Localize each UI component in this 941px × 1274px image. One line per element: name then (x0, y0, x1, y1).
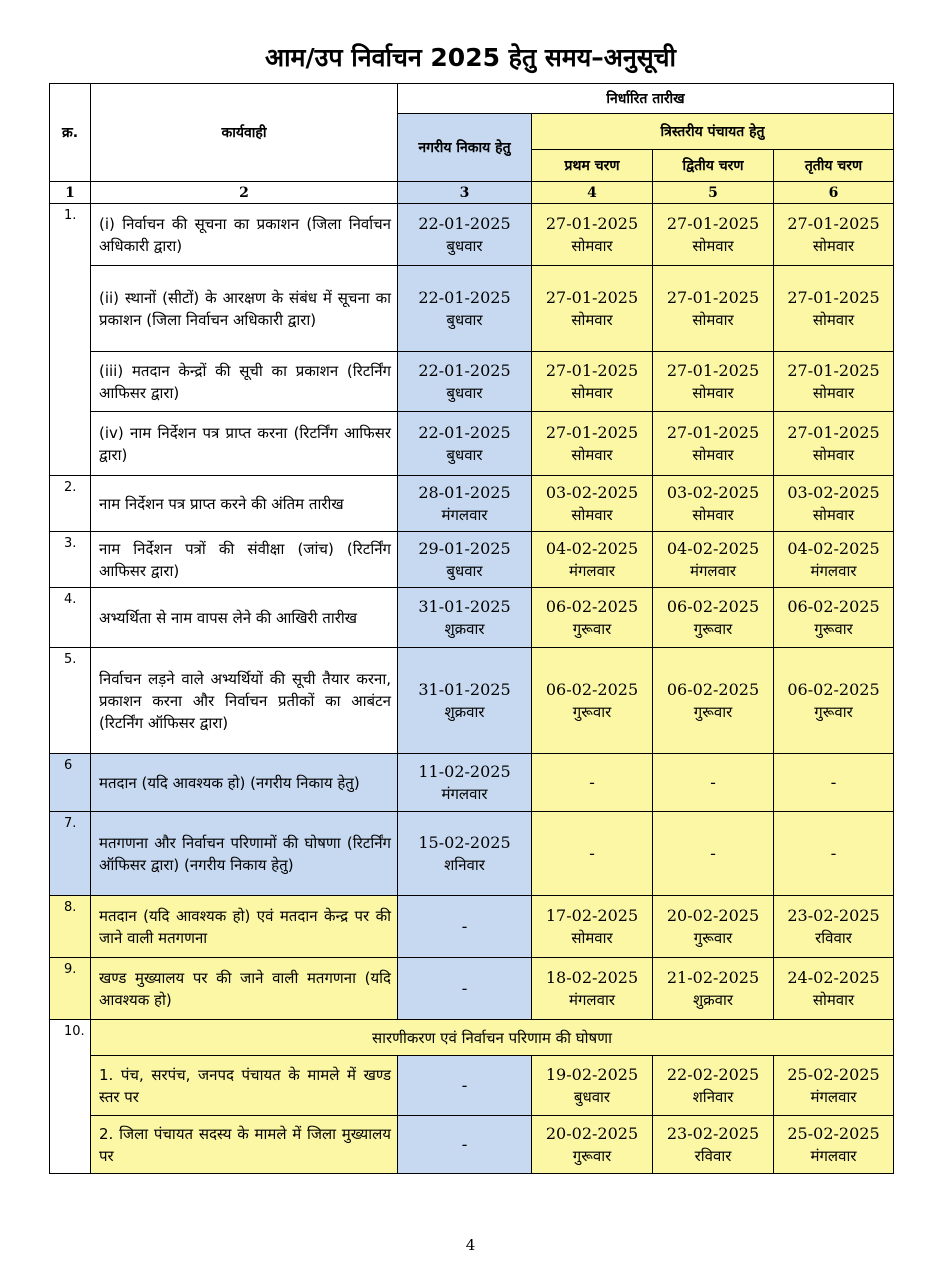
row-serial-number: 9. (50, 958, 91, 1020)
action-description: मतदान (यदि आवश्यक हो) (नगरीय निकाय हेतु) (91, 754, 398, 812)
weekday: बुधवार (446, 310, 483, 329)
weekday: शुक्रवार (692, 990, 734, 1009)
table-row (50, 1056, 894, 1116)
date-value: 27-01-2025 (666, 360, 760, 380)
date-cell (398, 812, 532, 896)
date-cell (532, 958, 653, 1020)
date-value: 21-02-2025 (666, 967, 760, 987)
table-row (50, 476, 894, 532)
date-cell (774, 588, 894, 648)
row-serial-number: 5. (50, 648, 91, 754)
row-serial-number: 6 (50, 754, 91, 812)
date-value: 24-02-2025 (787, 967, 880, 987)
date-cell-empty (398, 896, 532, 958)
weekday: मंगलवार (810, 1087, 857, 1106)
date-cell (653, 896, 774, 958)
date-cell (532, 532, 653, 588)
date-value: 04-02-2025 (787, 538, 880, 558)
empty-dash: - (710, 843, 716, 863)
empty-dash: - (461, 978, 468, 998)
weekday: गुरूवार (693, 928, 733, 947)
date-cell (532, 896, 653, 958)
date-value: 27-01-2025 (666, 287, 760, 307)
weekday: गुरूवार (693, 619, 733, 638)
date-value: 19-02-2025 (545, 1064, 639, 1084)
date-cell (774, 648, 894, 754)
weekday: मंगलवार (569, 561, 615, 580)
empty-dash: - (461, 1134, 468, 1154)
weekday: मंगलवार (690, 561, 736, 580)
page-number: 4 (465, 1236, 476, 1254)
weekday: सोमवार (571, 505, 613, 524)
weekday: गुरूवार (572, 619, 612, 638)
date-cell-empty (398, 1116, 532, 1174)
date-value: 22-01-2025 (418, 422, 511, 442)
date-cell (398, 532, 532, 588)
action-description: (iv) नाम निर्देशन पत्र प्राप्त करना (रिटर्निंग आफिसर द्वारा) (91, 412, 398, 476)
date-cell-empty (398, 958, 532, 1020)
date-value: 20-02-2025 (666, 905, 760, 925)
date-value: 03-02-2025 (666, 482, 760, 502)
date-cell (653, 412, 774, 476)
header-urban: नगरीय निकाय हेतु (398, 114, 532, 182)
weekday: रविवार (694, 1146, 732, 1165)
date-cell-empty (532, 754, 653, 812)
date-value: 27-01-2025 (787, 287, 880, 307)
date-value: 06-02-2025 (545, 596, 639, 616)
weekday: सोमवार (692, 383, 734, 402)
table-row (50, 958, 894, 1020)
date-value: 06-02-2025 (666, 679, 760, 699)
weekday: सोमवार (812, 445, 855, 464)
action-description: (ii) स्थानों (सीटों) के आरक्षण के संबंध में सूचना का प्रकाशन (जिला निर्वाचन अधिकारी द्वारा) (91, 266, 398, 352)
date-value: 06-02-2025 (787, 679, 880, 699)
weekday: बुधवार (446, 445, 483, 464)
date-cell-empty (653, 812, 774, 896)
row-serial-number: 3. (50, 532, 91, 588)
weekday: मंगलवार (441, 505, 488, 524)
date-cell (532, 412, 653, 476)
table-row (50, 266, 894, 352)
schedule-table (49, 83, 894, 1174)
weekday: सोमवार (692, 310, 734, 329)
date-cell (532, 648, 653, 754)
action-description: मतगणना और निर्वाचन परिणामों की घोषणा (रिटर्निंग ऑफिसर द्वारा) (नगरीय निकाय हेतु) (91, 812, 398, 896)
weekday: गुरूवार (814, 702, 853, 721)
date-value: 22-01-2025 (418, 213, 511, 233)
action-description: खण्ड मुख्यालय पर की जाने वाली मतगणना (यदि आवश्यक हो) (91, 958, 398, 1020)
row-serial-number: 8. (50, 896, 91, 958)
header-action: कार्यवाही (91, 84, 398, 182)
date-cell-empty (398, 1056, 532, 1116)
date-cell (774, 476, 894, 532)
date-value: 03-02-2025 (545, 482, 639, 502)
date-value: 31-01-2025 (418, 679, 511, 699)
weekday: सोमवार (571, 236, 613, 255)
date-value: 27-01-2025 (545, 360, 639, 380)
col-number: 3 (398, 182, 532, 204)
weekday: सोमवार (571, 928, 613, 947)
date-cell-empty (774, 754, 894, 812)
date-cell-empty (774, 812, 894, 896)
weekday: बुधवार (573, 1087, 611, 1106)
date-cell (398, 266, 532, 352)
header-phase3: तृतीय चरण (774, 150, 894, 182)
date-cell (653, 352, 774, 412)
page-title: आम/उप निर्वाचन 2025 हेतु समय–अनुसूची (264, 43, 676, 72)
date-value: 15-02-2025 (418, 832, 511, 852)
date-value: 06-02-2025 (787, 596, 880, 616)
table-row (50, 1020, 894, 1056)
date-cell (653, 266, 774, 352)
header-panchayat: त्रिस्तरीय पंचायत हेतु (532, 114, 894, 150)
row-serial-number: 2. (50, 476, 91, 532)
date-cell (398, 648, 532, 754)
weekday: मंगलवार (810, 561, 857, 580)
date-value: 03-02-2025 (787, 482, 880, 502)
weekday: गुरूवार (572, 702, 612, 721)
date-cell (532, 266, 653, 352)
date-value: 25-02-2025 (787, 1064, 880, 1084)
weekday: गुरूवार (693, 702, 733, 721)
weekday: सोमवार (812, 990, 855, 1009)
header-fixed-dates: निर्धारित तारीख (398, 84, 894, 114)
date-value: 27-01-2025 (545, 422, 639, 442)
date-value: 27-01-2025 (666, 422, 760, 442)
date-cell (774, 958, 894, 1020)
weekday: सोमवार (571, 383, 613, 402)
weekday: सोमवार (812, 505, 855, 524)
table-row (50, 812, 894, 896)
header-phase1: प्रथम चरण (532, 150, 653, 182)
date-cell (653, 1056, 774, 1116)
weekday: गुरूवार (572, 1146, 612, 1165)
action-description: नाम निर्देशन पत्र प्राप्त करने की अंतिम तारीख (91, 476, 398, 532)
date-cell (532, 1116, 653, 1174)
table-row (50, 896, 894, 958)
date-cell (398, 754, 532, 812)
table-row (50, 588, 894, 648)
date-cell-empty (532, 812, 653, 896)
row-serial-number: 7. (50, 812, 91, 896)
weekday: सोमवार (692, 445, 734, 464)
date-value: 23-02-2025 (666, 1123, 760, 1143)
date-value: 20-02-2025 (545, 1123, 639, 1143)
table-row (50, 204, 894, 266)
col-number: 4 (532, 182, 653, 204)
date-value: 04-02-2025 (545, 538, 639, 558)
weekday: बुधवार (446, 236, 483, 255)
weekday: मंगलवार (441, 784, 488, 803)
date-value: 27-01-2025 (787, 360, 880, 380)
empty-dash: - (710, 772, 716, 792)
weekday: गुरूवार (814, 619, 853, 638)
date-cell (774, 896, 894, 958)
date-value: 31-01-2025 (418, 596, 511, 616)
row-serial-number: 1. (50, 204, 91, 476)
date-cell (398, 412, 532, 476)
weekday: शनिवार (444, 855, 485, 874)
date-value: 18-02-2025 (545, 967, 639, 987)
date-cell (774, 1056, 894, 1116)
date-value: 27-01-2025 (787, 213, 880, 233)
date-value: 27-01-2025 (787, 422, 880, 442)
action-description: 1. पंच, सरपंच, जनपद पंचायत के मामले में खण्ड स्तर पर (91, 1056, 398, 1116)
col-number: 1 (50, 182, 91, 204)
date-value: 11-02-2025 (418, 761, 511, 781)
date-cell (653, 532, 774, 588)
date-cell (653, 648, 774, 754)
date-cell (774, 412, 894, 476)
date-cell (653, 588, 774, 648)
empty-dash: - (461, 916, 468, 936)
date-cell (532, 1056, 653, 1116)
date-cell (774, 266, 894, 352)
col-number: 5 (653, 182, 774, 204)
date-value: 27-01-2025 (545, 213, 639, 233)
date-cell (532, 204, 653, 266)
date-value: 22-01-2025 (418, 360, 511, 380)
date-value: 22-02-2025 (666, 1064, 760, 1084)
weekday: सोमवार (692, 236, 734, 255)
date-value: 06-02-2025 (545, 679, 639, 699)
date-cell (398, 352, 532, 412)
schedule-body (50, 204, 894, 1174)
date-cell (774, 352, 894, 412)
weekday: शुक्रवार (444, 702, 485, 721)
empty-dash: - (589, 843, 595, 863)
date-value: 29-01-2025 (418, 538, 511, 558)
table-row (50, 754, 894, 812)
date-value: 04-02-2025 (666, 538, 760, 558)
date-cell (398, 476, 532, 532)
table-row (50, 648, 894, 754)
date-cell-empty (653, 754, 774, 812)
table-row (50, 412, 894, 476)
action-description: अभ्यर्थिता से नाम वापस लेने की आखिरी तारीख (91, 588, 398, 648)
date-cell (774, 204, 894, 266)
row-serial-number: 10. (50, 1020, 91, 1174)
date-value: 22-01-2025 (418, 287, 511, 307)
date-cell (653, 476, 774, 532)
date-value: 25-02-2025 (787, 1123, 880, 1143)
weekday: सोमवार (571, 310, 613, 329)
action-description: 2. जिला पंचायत सदस्य के मामले में जिला मुख्यालय पर (91, 1116, 398, 1174)
table-row (50, 1116, 894, 1174)
col-number: 6 (774, 182, 894, 204)
action-description: मतदान (यदि आवश्यक हो) एवं मतदान केन्द्र पर की जाने वाली मतगणना (91, 896, 398, 958)
weekday: सोमवार (571, 445, 613, 464)
weekday: मंगलवार (810, 1146, 857, 1165)
empty-dash: - (830, 772, 837, 792)
header-sno: क्र. (50, 84, 91, 182)
table-row (50, 352, 894, 412)
weekday: सोमवार (812, 383, 855, 402)
table-row (50, 532, 894, 588)
row-serial-number: 4. (50, 588, 91, 648)
weekday: बुधवार (446, 383, 483, 402)
section-title: सारणीकरण एवं निर्वाचन परिणाम की घोषणा (91, 1020, 894, 1056)
action-description: (i) निर्वाचन की सूचना का प्रकाशन (जिला निर्वाचन अधिकारी द्वारा) (91, 204, 398, 266)
weekday: शुक्रवार (444, 619, 485, 638)
weekday: शनिवार (692, 1087, 734, 1106)
empty-dash: - (461, 1075, 468, 1095)
date-cell (398, 204, 532, 266)
date-cell (532, 588, 653, 648)
action-description: (iii) मतदान केन्द्रों की सूची का प्रकाशन (रिटर्निंग आफिसर द्वारा) (91, 352, 398, 412)
weekday: रविवार (815, 928, 852, 947)
date-value: 27-01-2025 (666, 213, 760, 233)
date-cell (653, 958, 774, 1020)
weekday: बुधवार (446, 561, 483, 580)
action-description: नाम निर्देशन पत्रों की संवीक्षा (जांच) (रिटर्निंग आफिसर द्वारा) (91, 532, 398, 588)
date-value: 17-02-2025 (545, 905, 639, 925)
date-value: 06-02-2025 (666, 596, 760, 616)
date-cell (653, 204, 774, 266)
weekday: सोमवार (812, 310, 855, 329)
date-cell (532, 352, 653, 412)
header-phase2: द्वितीय चरण (653, 150, 774, 182)
date-value: 23-02-2025 (787, 905, 880, 925)
date-cell (653, 1116, 774, 1174)
date-cell (532, 476, 653, 532)
date-value: 28-01-2025 (418, 482, 511, 502)
date-cell (398, 588, 532, 648)
date-cell (774, 532, 894, 588)
col-number: 2 (91, 182, 398, 204)
weekday: मंगलवार (569, 990, 615, 1009)
date-value: 27-01-2025 (545, 287, 639, 307)
action-description: निर्वाचन लड़ने वाले अभ्यर्थियों की सूची तैयार करना, प्रकाशन करना और निर्वाचन प्रतीकों का आबंटन (रिटर्निंग ऑफिसर द्वारा) (91, 648, 398, 754)
weekday: सोमवार (812, 236, 855, 255)
date-cell (774, 1116, 894, 1174)
empty-dash: - (830, 843, 837, 863)
weekday: सोमवार (692, 505, 734, 524)
empty-dash: - (589, 772, 595, 792)
